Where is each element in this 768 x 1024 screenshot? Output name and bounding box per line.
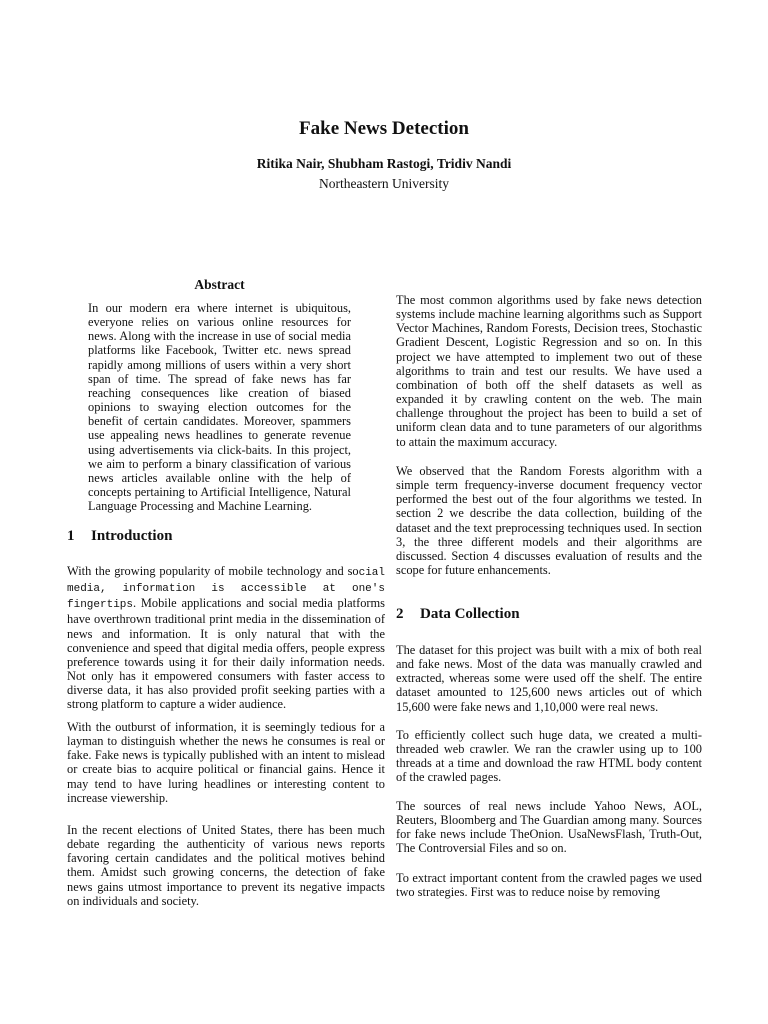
- introduction-p3: [67, 823, 385, 908]
- intro-p1-mono: cial media, information is accessible at one's fingertips: [67, 567, 385, 612]
- introduction-p2: [67, 720, 385, 805]
- intro-p1-end: . Mobile applications and social media platforms have overthrown traditional print media in the dissemination of news and information. It is only natural that with the convenience and speed that digital media offers, people express preference towards using it for their daily information needs. Not only has it empowered consumers with faster access to diverse data, it has also provided profit seeking parties with a strong platform to capture a wider audience.: [67, 596, 385, 712]
- paper-title: Fake News Detection: [299, 118, 469, 139]
- data-collection-p2-text: To efficiently collect such huge data, we created a multi-threaded web crawler. We ran the crawler using up to 100 threads at a time and download the raw HTML body content of the crawled pages.: [396, 728, 702, 785]
- data-collection-p1-text: The dataset for this project was built with a mix of both real and fake news. Most of the data was manually crawled and extracted, whereas some were used off the shelf. The entire dataset amounted to 125,600 news articles out of which 15,600 were fake news and 1,10,000 were real news.: [396, 643, 702, 714]
- right-intro-p2-text: We observed that the Random Forests algorithm with a simple term frequency-inverse document frequency vector performed the best out of the four algorithms we tested. In section 2 we describe the data collection, building of the dataset and the text preprocessing techniques used. In section 3, the three different models and their algorithms are discussed. Section 4 discusses evaluation of results and the scope for future enhancements.: [396, 464, 702, 578]
- data-collection-heading: [396, 606, 520, 623]
- introduction-heading: [67, 528, 172, 545]
- intro-p2-text: With the outburst of information, it is seemingly tedious for a layman to distinguish whether the news he consumes is real or fake. Fake news is typically published with an intent to mislead or create bias to acquire political or financial gains. Hence it may tend to have luring headlines or interesting content to increase viewership.: [67, 720, 385, 805]
- data-collection-title: Data Collection: [420, 606, 520, 622]
- introduction-title: Introduction: [91, 528, 173, 544]
- data-collection-p4-text: To extract important content from the crawled pages we used two strategies. First was to reduce noise by removing: [396, 871, 702, 900]
- introduction-p1: [67, 564, 385, 712]
- data-collection-p3: [396, 799, 702, 856]
- data-collection-p1: [396, 643, 702, 714]
- abstract-heading: Abstract: [194, 277, 245, 292]
- intro-p3-text: In the recent elections of United States, there has been much debate regarding the authenticity of various news reports favoring certain candidates and the political motives behind them. Amidst such growing concerns, the detection of fake news gains utmost importance to prevent its negative impacts on individuals and society.: [67, 823, 385, 908]
- right-intro-p2: [396, 464, 702, 577]
- intro-p1-start: With the growing popularity of mobile technology and so: [67, 564, 359, 578]
- right-intro-p1: [396, 293, 702, 449]
- data-collection-p2: [396, 728, 702, 785]
- paper-affiliation: Northeastern University: [318, 176, 450, 191]
- abstract-body: [88, 301, 351, 513]
- right-intro-p1-text: The most common algorithms used by fake news detection systems include machine learning algorithms such as Support Vector Machines, Random Forests, Decision trees, Stochastic Gradient Descent, Logistic Regression and so on. In this project we have attempted to implement two out of these algorithms to train and test our results. We have used a combination of both off the shelf datasets as well as expanded it by crawling content on the web. The main challenge throughout the project has been to build a set of uniform clean data and to tune parameters of our algorithms to attain the maximum accuracy.: [396, 293, 702, 449]
- data-collection-number: 2: [396, 606, 404, 622]
- data-collection-p4: [396, 871, 702, 899]
- abstract-text: In our modern era where internet is ubiquitous, everyone relies on various online resources for news. Along with the increase in use of social media platforms like Facebook, Twitter etc. news spread rapidly among millions of users within a very short span of time. The spread of fake news has far reaching consequences like creation of biased opinions to swaying election outcomes for the benefit of certain candidates. Moreover, spammers use appealing news headlines to generate revenue using advertisements via click-baits. In this project, we aim to perform a binary classification of various news articles available online with the help of concepts pertaining to Artificial Intelligence, Natural Language Processing and Machine Learning.: [88, 301, 351, 514]
- data-collection-p3-text: The sources of real news include Yahoo News, AOL, Reuters, Bloomberg and The Guardian among many. Sources for fake news include TheOnion. UsaNewsFlash, Truth-Out, The Controversial Files and so on.: [396, 799, 702, 856]
- introduction-number: 1: [67, 528, 75, 544]
- paper-authors: Ritika Nair, Shubham Rastogi, Tridiv Nandi: [256, 156, 512, 171]
